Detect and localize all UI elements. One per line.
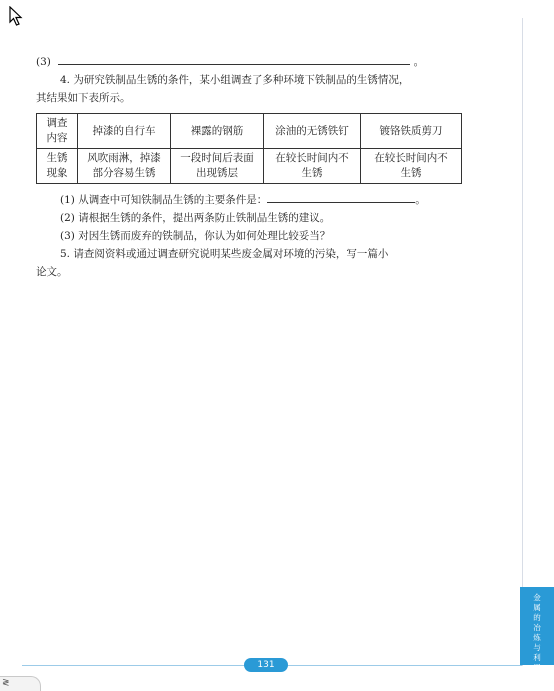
table-cell-item: 镀铬铁质剪刀 [361, 114, 462, 149]
sub1-text: (1) 从调查中可知铁制品生锈的主要条件是： [60, 194, 268, 206]
side-tab-char: 用 [533, 663, 541, 672]
side-tab-char: 的 [533, 613, 541, 622]
question-5-line1: 5. 请查阅资料或通过调查研究说明某些废金属对环境的污染，写一篇小 [60, 248, 389, 260]
side-tab-char: 金 [533, 593, 541, 602]
question-4-sub2: (2) 请根据生锈的条件，提出两条防止铁制品生锈的建议。 [60, 212, 331, 224]
table-cell-result: 一段时间后表面 出现锈层 [171, 149, 264, 184]
rust-survey-table [36, 113, 462, 184]
mouse-pointer-icon [9, 6, 23, 26]
question-3-end: 。 [413, 56, 425, 68]
page-number: 131 [244, 658, 288, 672]
question-5-line2: 论文。 [36, 266, 68, 278]
table-row [37, 114, 462, 149]
label-text: 生锈 现象 [46, 152, 68, 179]
page-content [36, 52, 496, 281]
table-cell-item: 裸露的钢筋 [171, 114, 264, 149]
side-tab-char: 属 [533, 603, 541, 612]
table-cell-result: 在较长时间内不 生锈 [264, 149, 361, 184]
answer-blank[interactable] [58, 52, 410, 65]
question-3-line [36, 52, 496, 71]
question-4-intro-line2: 其结果如下表所示。 [36, 92, 131, 104]
side-tab-char: 炼 [533, 633, 541, 642]
chapter-side-tab [520, 587, 554, 672]
table-cell-item: 涂油的无锈铁钉 [264, 114, 361, 149]
table-row-label [37, 114, 78, 149]
label-text: 调查 内容 [46, 117, 68, 144]
question-3-prefix: (3) [36, 56, 51, 68]
table-cell-item: 掉漆的自行车 [78, 114, 171, 149]
taskbar-corner[interactable] [0, 676, 41, 691]
table-cell-result: 在较长时间内不 生锈 [361, 149, 462, 184]
table-cell-result: 风吹雨淋，掉漆 部分容易生锈 [78, 149, 171, 184]
side-tab-char: 利 [533, 653, 541, 662]
table-row [37, 149, 462, 184]
question-4-sub1 [36, 190, 496, 209]
sub1-end: 。 [415, 194, 426, 206]
question-4-intro-line1: 4. 为研究铁制品生锈的条件，某小组调查了多种环境下铁制品的生锈情况， [60, 74, 410, 86]
table-row-label [37, 149, 78, 184]
side-tab-char: 与 [533, 643, 541, 652]
taskbar-glyph: ≷ [2, 678, 10, 688]
answer-blank[interactable] [267, 190, 415, 203]
side-tab-char: 冶 [533, 623, 541, 632]
question-4-sub3: (3) 对因生锈而废弃的铁制品，你认为如何处理比较妥当？ [60, 230, 331, 242]
